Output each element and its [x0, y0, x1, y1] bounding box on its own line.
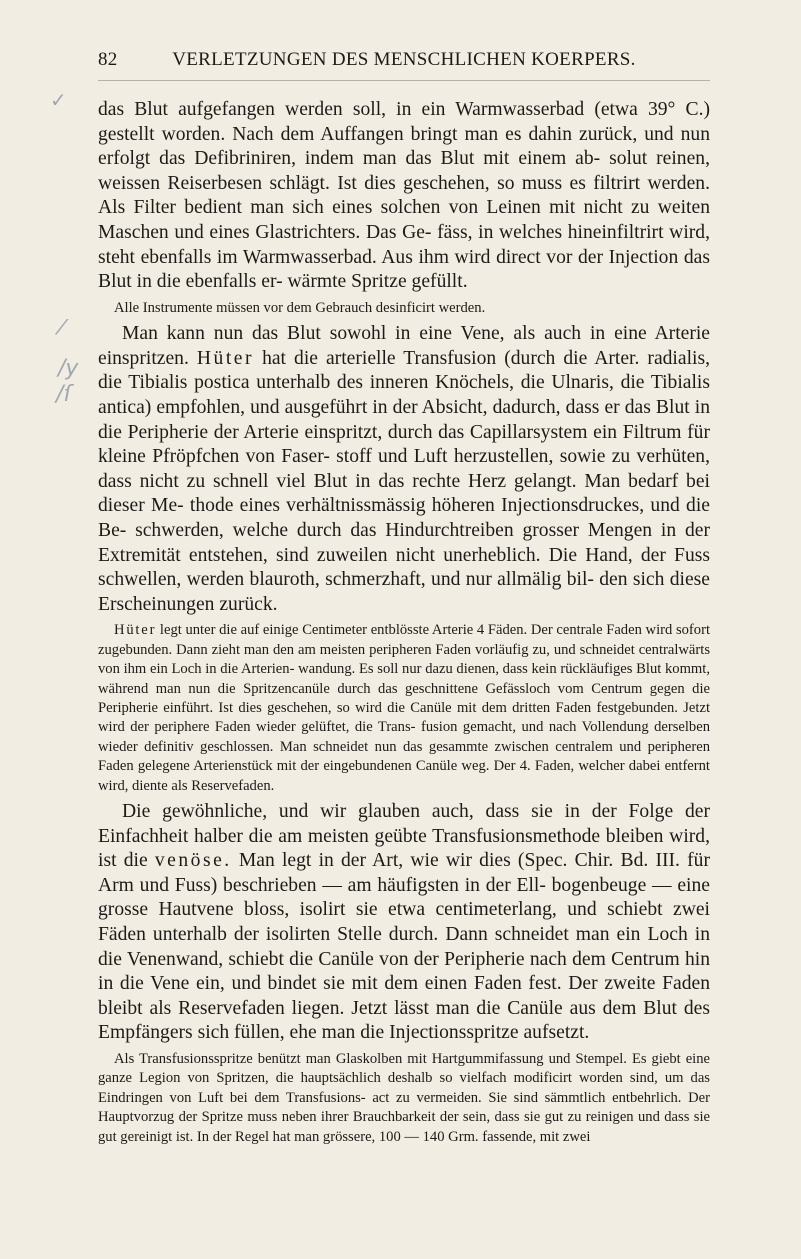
paragraph-blood-preparation: das Blut aufgefangen werden soll, in ein Warmwasserbad (etwa 39° C.) gestellt worden. Nach dem Auffangen bringt man es dahin zurück, und nun erfolgt das Defibriniren, indem man das Blut mit einem ab- solut reinen, weissen Reiserbesen schlägt. Ist dies geschehen, so muss es filtrirt werden. Als Filter bedient man sich eines solchen von Leinen mit nicht zu weiten Maschen und eines Glastrichters. Das Ge- fäss, in welches hineinfiltrirt wird, steht ebenfalls im Warmwasserbad. Aus ihm wird direct vor der Injection das Blut in die ebenfalls er- wärmte Spritze gefüllt. [98, 99, 710, 293]
emphasized-term: venöse. [154, 850, 232, 872]
page-header [98, 48, 710, 72]
margin-pencil-mark: ✓ [50, 88, 67, 112]
note-transfusion-syringe: Als Transfusionsspritze benützt man Glaskolben mit Hartgummifassung und Stempel. Es giebt eine ganze Legion von Spritzen, die hauptsächlich deshalb so vielfach modificirt worden sind, um das Eindringen von Luft bei dem Transfusions- act zu vermeiden. Sie sind sämmtlich entbehrlich. Der Hauptvorzug der Spritze muss neben ihrer Brauchbarkeit der sein, dass sie gut zu reinigen und dass sie gut gereinigt ist. In der Regel hat man grössere, 100 — 140 Grm. fassende, mit zwei [98, 1050, 710, 1145]
margin-pencil-mark: /ſ [56, 382, 72, 407]
author-name: Hüter [196, 347, 255, 369]
header-rule [98, 80, 710, 81]
running-head: VERLETZUNGEN DES MENSCHLICHEN KOERPERS. [172, 49, 636, 70]
margin-pencil-mark: /y [58, 356, 79, 381]
paragraph-venous-transfusion: Die gewöhnliche, und wir glauben auch, dass sie in der Folge der Einfachheit halber die am meisten geübte Transfusionsmethode bleiben wird, ist die venöse. Man legt in der Art, wie wir dies (Spec. Chir. Bd. III. für Arm und Fuss) beschrieben — am häufigsten in der Ell- bogenbeuge — eine grosse Hautvene bloss, isolirt sie etwa centimeterlang, und schiebt zwei Fäden unterhalb der isolirten Stelle durch. Dann schneidet man ein Loch in die Venenwand, schiebt die Canüle von der Peripherie nach dem Centrum hin in die Vene ein, und bindet sie mit dem einen Faden fest. Der zweite Faden bleibt als Reservefaden liegen. Jetzt lässt man die Canüle aus dem Blut des Empfängers sich füllen, ehe man die Injectionsspritze aufsetzt. [98, 800, 710, 1044]
note-arterial-technique: Hüter legt unter die auf einige Centimeter entblösste Arterie 4 Fäden. Der centrale Faden wird sofort zugebunden. Dann zieht man den am meisten peripheren Faden vorläufig zu, und schneidet centralwärts von ihm ein Loch in die Arterien- wandung. Es soll nur dazu dienen, dass kein rückläufiges Blut kommt, während man nun die Spritzencanüle durch das geschnittene Gefässloch vom Centrum gegen die Peripherie einführt. Ist dies geschehen, so wird die Canüle mit dem dritten Faden festgebunden. Jetzt wird der periphere Faden wieder gelüftet, die Trans- fusion gemacht, und nach Vollendung derselben wieder definitiv geschlossen. Man schneidet nun das gesammte zwischen centralem und peripheren Faden gelegene Arterienstück mit der eingebundenen Canüle weg. Der 4. Faden, welcher dabei entfernt wird, diente als Reservefaden. [98, 622, 710, 794]
margin-pencil-mark: ⁄ [60, 315, 64, 339]
paragraph-arterial-transfusion: Man kann nun das Blut sowohl in eine Vene, als auch in eine Arterie einspritzen. Hüter hat die arterielle Transfusion (durch die Arter. radialis, die Tibialis postica unterhalb des inneren Knöchels, die Ulnaris, die Tibialis antica) empfohlen, und ausgeführt in der Absicht, dadurch, dass er das Blut in die Peripherie der Arterie einspritzt, durch das Capillarsystem ein Filtrum für kleine Pfröpfchen von Faser- stoff und Luft herzustellen, sowie zu verhüten, dass nicht zu schnell viel Blut in das rechte Herz gelangt. Man bedarf bei dieser Me- thode eines verhältnissmässig höheren Injectionsdruckes, und die Be- schwerden, welche durch das Hindurchtreiben grosser Mengen in der Extremität entstehen, sind zuweilen nicht unerheblich. Die Hand, der Fuss schwellen, werden blauroth, schmerzhaft, und nur allmälig bil- den sich diese Erscheinungen zurück. [98, 323, 710, 615]
author-name: Hüter [114, 622, 157, 639]
page-number: 82 [98, 49, 118, 70]
body-text [98, 98, 710, 1151]
note-disinfection: Alle Instrumente müssen vor dem Gebrauch desinficirt werden. [114, 299, 486, 316]
